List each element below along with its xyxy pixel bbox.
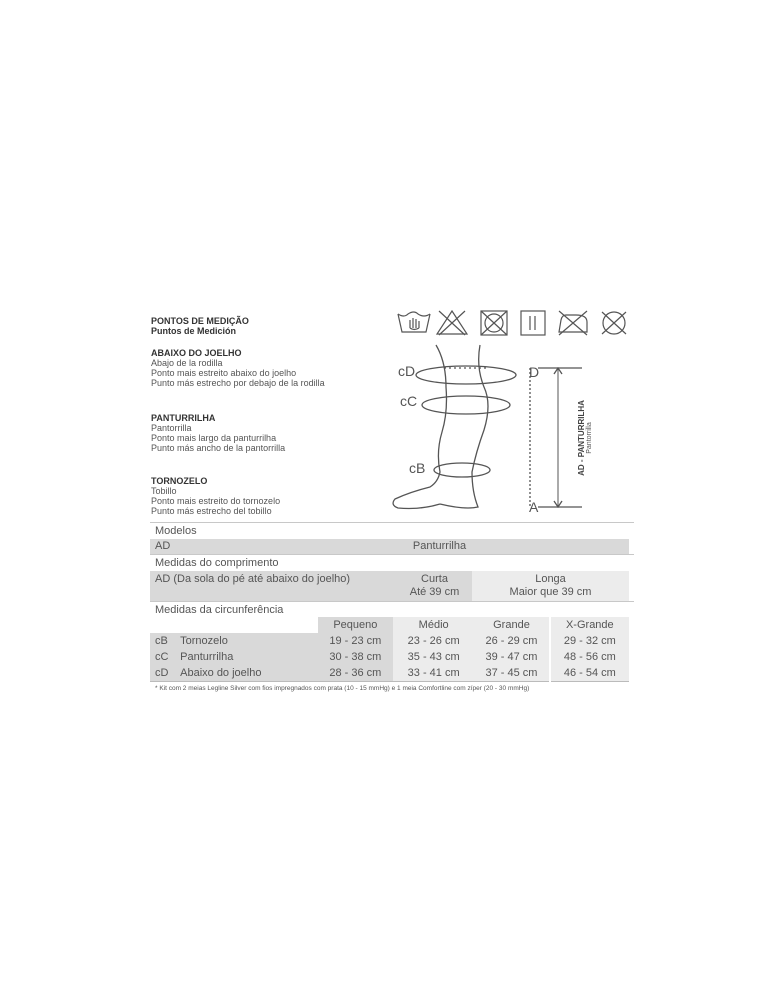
row-value: 46 - 54 cm: [550, 665, 629, 682]
circ-table: [150, 617, 629, 682]
axis-label-sub: Pantorrilla: [586, 422, 593, 454]
label-A: A: [529, 499, 539, 515]
point-desc: Punto más estrecho del tobillo: [151, 506, 272, 516]
point-sub: Abajo de la rodilla: [151, 358, 223, 368]
leg-outline-back: [440, 345, 488, 508]
circ-header: Medidas da circunferência: [150, 601, 634, 618]
row-value: 39 - 47 cm: [474, 649, 549, 665]
hand-wash-icon: [398, 312, 430, 332]
model-row: [150, 539, 629, 554]
row-name: Panturrilha: [180, 649, 318, 665]
row-value: 28 - 36 cm: [318, 665, 393, 682]
length-long-label: Longa: [535, 573, 566, 585]
length-row: [150, 571, 629, 601]
point-desc: Ponto mais largo da panturrilha: [151, 433, 277, 443]
length-label: AD (Da sola do pé até abaixo do joelho): [155, 573, 351, 585]
row-value: 33 - 41 cm: [393, 665, 474, 682]
point-desc: Punto más estrecho por debajo de la rodilla: [151, 378, 325, 388]
label-cD: cD: [398, 363, 416, 379]
row-value: 37 - 45 cm: [474, 665, 549, 682]
point-ankle: [151, 476, 280, 516]
length-long: [472, 573, 629, 603]
table-row: [150, 633, 629, 649]
point-desc: Punto más ancho de la pantorrilla: [151, 443, 286, 453]
measure-points-title: PONTOS DE MEDIÇÃO: [151, 316, 249, 326]
row-code: cC: [150, 649, 180, 665]
length-long-value: Maior que 39 cm: [509, 586, 592, 598]
size-header: X-Grande: [550, 617, 629, 633]
size-header: Grande: [474, 617, 549, 633]
table-row: [150, 649, 629, 665]
length-short-value: Até 39 cm: [409, 586, 460, 598]
no-bleach-icon: [437, 311, 467, 335]
row-name: Abaixo do joelho: [180, 665, 318, 682]
row-value: 48 - 56 cm: [550, 649, 629, 665]
footnote: * Kit com 2 meias Legline Silver com fios impregnados com prata (10 - 15 mmHg) e 1 meia Comfortline com zíper (20 - 30 mmHg): [155, 685, 530, 692]
model-code: AD: [155, 540, 171, 552]
point-title: TORNOZELO: [151, 476, 208, 486]
label-cB: cB: [409, 460, 426, 476]
row-value: 26 - 29 cm: [474, 633, 549, 649]
axis-label: [577, 378, 593, 498]
label-cC: cC: [400, 393, 418, 409]
row-name: Tornozelo: [180, 633, 318, 649]
model-name: Panturrilha: [412, 540, 467, 552]
line-dry-icon: [521, 311, 545, 335]
label-D: D: [529, 364, 540, 380]
row-value: 29 - 32 cm: [550, 633, 629, 649]
size-header: Pequeno: [318, 617, 393, 633]
measure-points-header: [151, 316, 249, 336]
point-calf: [151, 413, 285, 453]
leg-diagram: [380, 342, 610, 517]
sizes-header-row: [150, 617, 629, 633]
no-iron-icon: [559, 311, 587, 335]
point-title: PANTURRILHA: [151, 413, 216, 423]
axis-label-main: AD - PANTURRILHA: [577, 400, 586, 476]
point-desc: Ponto mais estreito do tornozelo: [151, 496, 281, 506]
point-sub: Pantorrilla: [151, 423, 192, 433]
point-title: ABAIXO DO JOELHO: [151, 348, 242, 358]
length-header: Medidas do comprimento: [150, 554, 634, 571]
row-value: 19 - 23 cm: [318, 633, 393, 649]
size-header: Médio: [393, 617, 474, 633]
table-row: [150, 665, 629, 682]
point-desc: Ponto mais estreito abaixo do joelho: [151, 368, 297, 378]
row-value: 23 - 26 cm: [393, 633, 474, 649]
models-header: Modelos: [150, 522, 634, 539]
row-value: 35 - 43 cm: [393, 649, 474, 665]
point-sub: Tobillo: [151, 486, 177, 496]
measure-points-subtitle: Puntos de Medición: [151, 326, 237, 336]
row-value: 30 - 38 cm: [318, 649, 393, 665]
length-short-label: Curta: [421, 573, 448, 585]
length-short: [397, 573, 472, 603]
no-dry-clean-icon: [602, 312, 626, 334]
care-icons: [396, 308, 632, 338]
no-tumble-dry-icon: [481, 311, 507, 335]
row-code: cB: [150, 633, 180, 649]
row-code: cD: [150, 665, 180, 682]
point-below-knee: [151, 348, 325, 388]
